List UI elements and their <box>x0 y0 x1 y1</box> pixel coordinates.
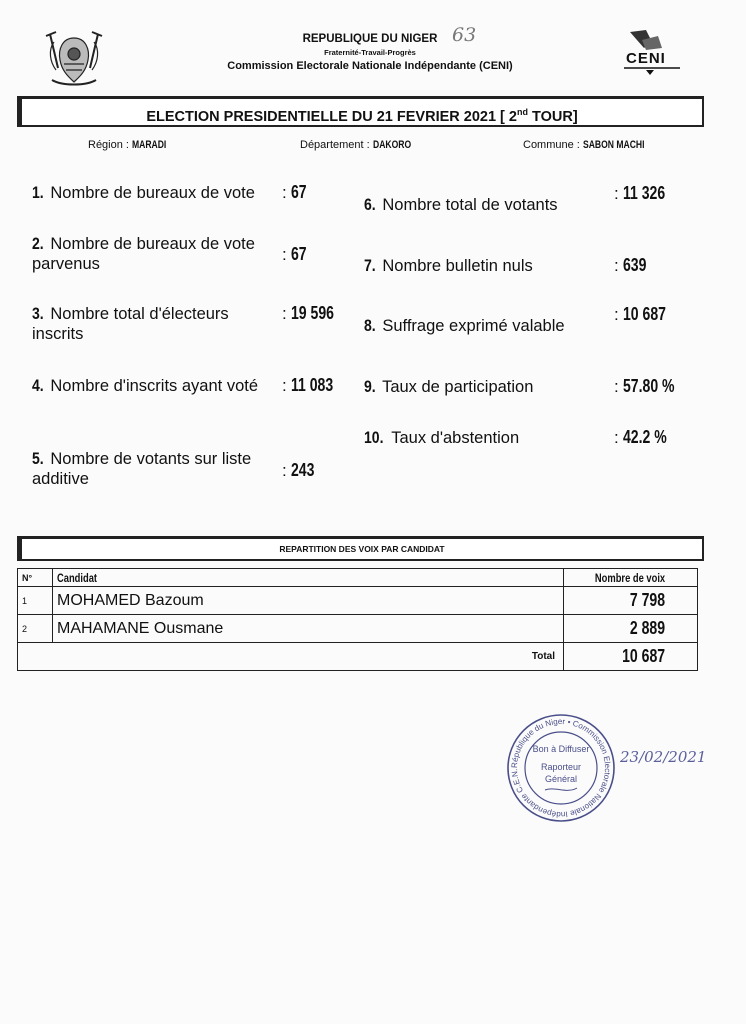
stat-6-label: 6. Nombre total de votants <box>364 196 558 214</box>
repartition-banner <box>17 536 704 561</box>
stat-5-value: : 243 <box>282 460 315 480</box>
table-row <box>18 587 698 615</box>
stamp-signature-scribble <box>545 788 577 790</box>
stat-1-value: : 67 <box>282 182 308 202</box>
col-num-header: N° <box>18 569 53 587</box>
country-name: REPUBLIQUE DU NIGER <box>302 33 438 45</box>
motto: Fraternité-Travail-Progrès <box>324 48 416 57</box>
stat-8-value: : 10 687 <box>614 304 667 324</box>
stat-4-label: 4. Nombre d'inscrits ayant voté <box>32 377 259 395</box>
stamp-ring-text: République du Niger • Commission Electorale Nationale Indépendante C.E.N. <box>509 716 613 820</box>
stat-7-label: 7. Nombre bulletin nuls <box>364 257 533 275</box>
stat-3-value: : 19 596 <box>282 303 335 323</box>
stat-3-label: 3. Nombre total d'électeurs inscrits <box>32 305 229 343</box>
row-1-name: MOHAMED Bazoum <box>53 587 564 615</box>
col-candidat-header: Candidat <box>53 569 564 587</box>
official-stamp <box>505 712 617 824</box>
col-voix-header: Nombre de voix <box>564 569 698 587</box>
commune-value: SABON MACHI <box>582 139 645 151</box>
handwritten-date: 23/02/2021 <box>620 748 707 766</box>
row-2-name: MAHAMANE Ousmane <box>53 615 564 643</box>
table-header-row <box>18 569 698 587</box>
results-table <box>17 568 698 671</box>
title-banner <box>17 96 704 127</box>
commission-name: Commission Electorale Nationale Indépendante (CENI) <box>227 60 513 72</box>
election-title: ELECTION PRESIDENTIELLE DU 21 FEVRIER 2021 [ 2nd TOUR] <box>146 107 578 125</box>
stat-1-label: 1. Nombre de bureaux de vote <box>32 184 255 202</box>
stat-4-value: : 11 083 <box>282 375 334 395</box>
table-total-row <box>18 643 698 671</box>
handwritten-number: 63 <box>452 24 477 46</box>
row-2-votes: 2 889 <box>564 615 698 643</box>
ceni-logo-text: CENI <box>626 50 666 67</box>
coat-of-arms-emblem <box>42 28 106 88</box>
stat-10-value: : 42.2 % <box>614 427 668 447</box>
stat-9-label: 9. Taux de participation <box>364 378 534 396</box>
stamp-inner-2: Raporteur <box>540 762 582 772</box>
commune-field: Commune : SABON MACHI <box>523 139 645 151</box>
stat-5-label: 5. Nombre de votants sur liste additive <box>32 450 252 488</box>
repartition-title: REPARTITION DES VOIX PAR CANDIDAT <box>279 544 445 554</box>
table-row <box>18 615 698 643</box>
stat-7-value: : 639 <box>614 255 647 275</box>
total-value: 10 687 <box>564 643 698 671</box>
stat-6-value: : 11 326 <box>614 183 666 203</box>
departement-value: DAKORO <box>372 139 411 151</box>
stat-2-value: : 67 <box>282 244 308 264</box>
total-label: Total <box>18 643 564 671</box>
stat-9-value: : 57.80 % <box>614 376 675 396</box>
region-value: MARADI <box>132 139 167 151</box>
row-1-num: 1 <box>18 587 53 615</box>
ceni-logo <box>616 28 686 76</box>
departement-field: Département : DAKORO <box>300 139 411 151</box>
region-field: Région : MARADI <box>88 139 167 151</box>
stamp-inner-1: Bon à Diffuser <box>532 744 590 754</box>
stat-10-label: 10. Taux d'abstention <box>364 429 520 447</box>
row-1-votes: 7 798 <box>564 587 698 615</box>
stamp-inner-3: Général <box>544 774 578 784</box>
row-2-num: 2 <box>18 615 53 643</box>
stat-8-label: 8. Suffrage exprimé valable <box>364 317 565 335</box>
stat-2-label: 2. Nombre de bureaux de vote parvenus <box>32 235 255 273</box>
